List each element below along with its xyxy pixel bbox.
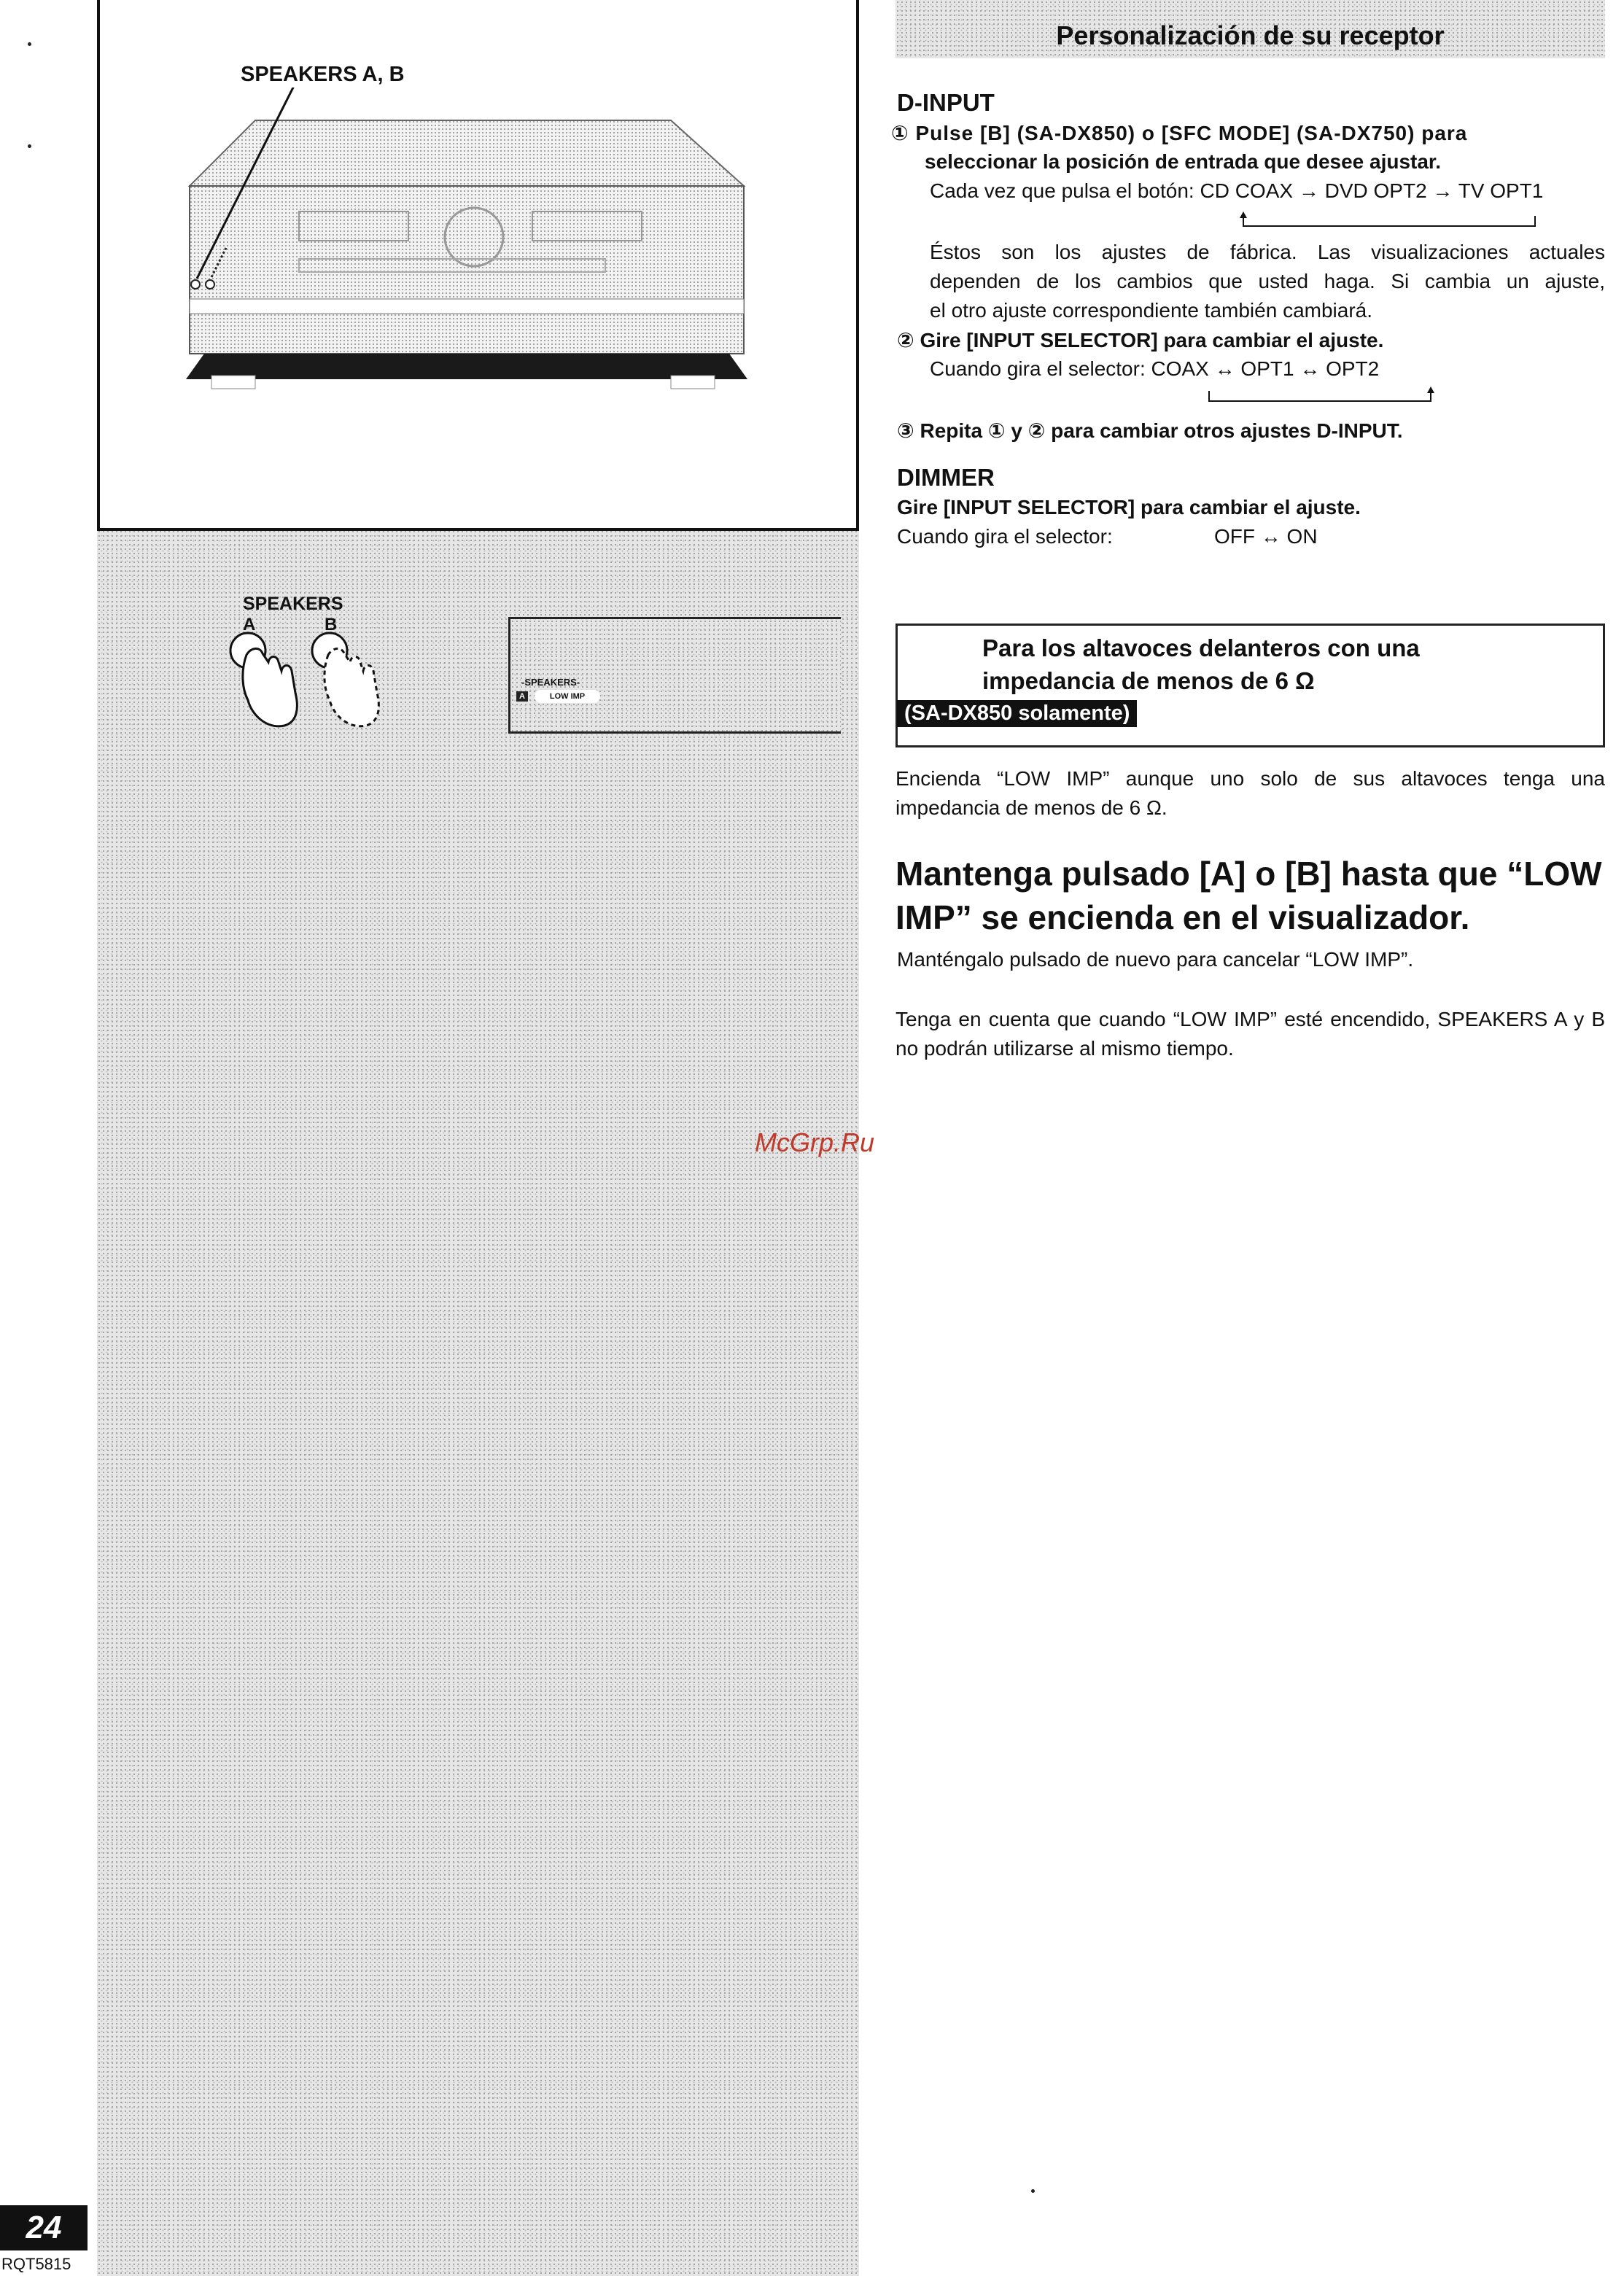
watermark: McGrp.Ru xyxy=(755,1127,875,1157)
dimmer-selector-values: OFF ↔ ON xyxy=(1214,525,1318,548)
speakers-b-button-drawing xyxy=(206,280,214,289)
d-input-note-line3: el otro ajuste correspondiente también cambiará. xyxy=(930,299,1373,322)
low-imp-warning: Tenga en cuenta que cuando “LOW IMP” esté encendido, SPEAKERS A y B no podrán utilizarse al mismo tiempo. xyxy=(895,1008,1605,1060)
dimmer-instruction: Gire [INPUT SELECTOR] para cambiar el ajuste. xyxy=(897,496,1361,518)
document-code: RQT5815 xyxy=(1,2255,71,2273)
section-title: Personalización de su receptor xyxy=(1056,20,1445,50)
button-b-label: B xyxy=(325,615,338,634)
print-dot xyxy=(1031,2189,1035,2193)
low-imp-main-instruction: Mantenga pulsado [A] o [B] hasta que “LOW IMP” se encienda en el visualizador. xyxy=(895,855,1602,936)
print-dot xyxy=(28,144,31,148)
d-input-note-line1: Éstos son los ajustes de fábrica. Las visualizaciones actuales xyxy=(930,241,1605,263)
low-impedance-notice-title: Para los altavoces delanteros con una impedancia de menos de 6 Ω xyxy=(982,634,1420,694)
print-dot xyxy=(28,42,31,46)
speakers-label: SPEAKERS xyxy=(243,594,343,614)
dimmer-selector-label: Cuando gira el selector: xyxy=(897,525,1113,548)
d-input-step2-sequence: Cuando gira el selector: COAX ↔ OPT1 ↔ OPT2 xyxy=(930,357,1380,380)
d-input-step1-sequence: Cada vez que pulsa el botón: CD COAX → DVD OPT2 → TV OPT1 xyxy=(930,179,1544,202)
return-arrow-2 xyxy=(1203,387,1437,404)
speakers-a-button-drawing xyxy=(191,280,200,289)
return-arrow-1 xyxy=(1236,211,1542,229)
display-low-imp-indicator: LOW IMP xyxy=(535,690,600,703)
receiver-front-drawing xyxy=(168,88,766,416)
page-number: 24 xyxy=(0,2205,88,2250)
button-a-label: A xyxy=(243,615,256,634)
display-a-badge: A xyxy=(516,691,528,702)
model-applicability-tag: (SA-DX850 solamente) xyxy=(897,700,1137,727)
hands-pressing-buttons-drawing xyxy=(211,591,408,751)
d-input-step3: ③ Repita ① y ② para cambiar otros ajustes D-INPUT. xyxy=(897,419,1403,442)
d-input-step1-line2: seleccionar la posición de entrada que desee ajustar. xyxy=(925,150,1442,173)
display-panel xyxy=(508,617,841,734)
low-imp-intro: Encienda “LOW IMP” aunque uno solo de sus altavoces tenga una impedancia de menos de 6 Ω. xyxy=(895,767,1605,819)
dimmer-heading: DIMMER xyxy=(897,464,995,491)
display-speakers-text: -SPEAKERS- xyxy=(521,677,580,688)
d-input-heading: D-INPUT xyxy=(897,89,995,116)
d-input-note-line2: dependen de los cambios que usted haga. Si cambia un ajuste, xyxy=(930,270,1605,292)
low-imp-cancel-note: Manténgalo pulsado de nuevo para cancelar “LOW IMP”. xyxy=(897,948,1414,971)
d-input-step1-line1: ① Pulse [B] (SA-DX850) o [SFC MODE] (SA-DX750) para xyxy=(891,122,1468,144)
speakers-ab-callout: SPEAKERS A, B xyxy=(241,63,405,86)
d-input-step2: ② Gire [INPUT SELECTOR] para cambiar el ajuste. xyxy=(897,329,1384,352)
